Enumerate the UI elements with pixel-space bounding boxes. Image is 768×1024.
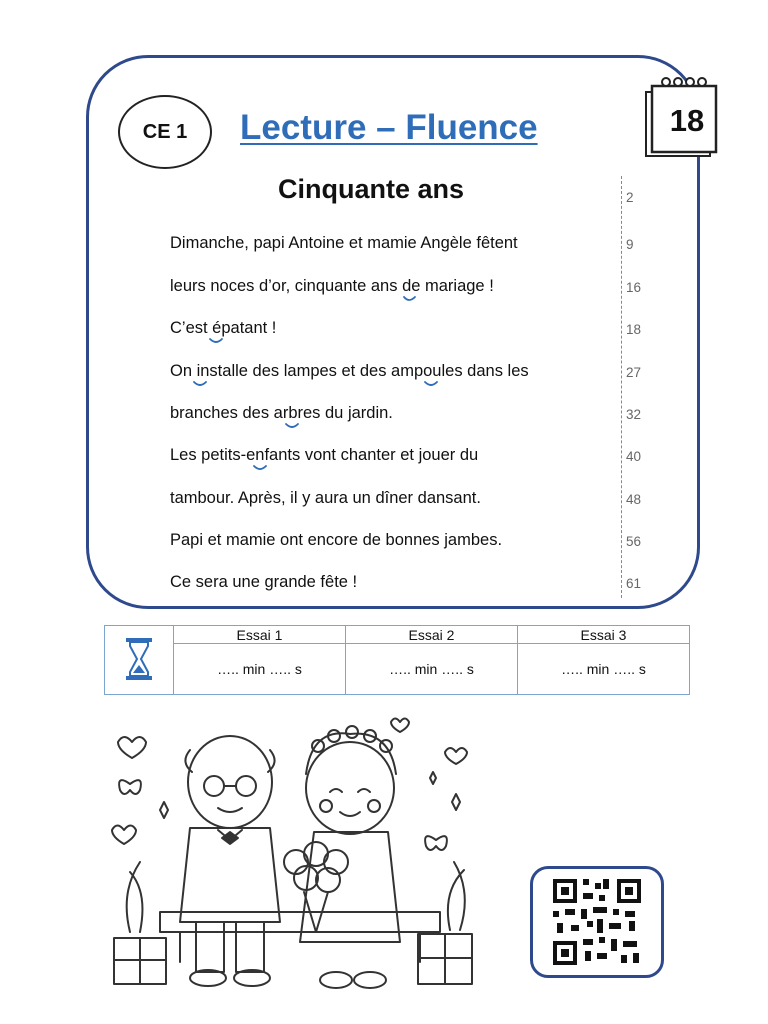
- text-line: Papi et mamie ont encore de bonnes jambes.: [170, 531, 503, 549]
- text-line: C’est épatant !: [170, 319, 277, 337]
- word-count: 56: [626, 534, 642, 549]
- timer-cell: [105, 626, 174, 695]
- word-count: 16: [626, 280, 642, 295]
- word-count: 2: [626, 190, 634, 205]
- text-line: leurs noces d’or, cinquante ans de mariage !: [170, 277, 494, 295]
- text-line: Ce sera une grande fête !: [170, 573, 358, 591]
- word-count: 40: [626, 449, 642, 464]
- word-count: 9: [626, 237, 634, 252]
- timing-table: [104, 625, 690, 695]
- word-count: 32: [626, 407, 642, 422]
- word-count: 61: [626, 576, 642, 591]
- text-line: Dimanche, papi Antoine et mamie Angèle fêtent: [170, 234, 518, 252]
- qr-code-frame[interactable]: [530, 866, 664, 978]
- qr-code-icon[interactable]: [533, 869, 661, 975]
- text-line: On installe des lampes et des ampoules dans les: [170, 362, 529, 380]
- page-title: Lecture – Fluence: [240, 108, 538, 147]
- trial-header: Essai 2: [346, 626, 518, 644]
- word-count: 18: [626, 322, 642, 337]
- trial-time[interactable]: ….. min ….. s: [518, 644, 690, 695]
- trial-time[interactable]: ….. min ….. s: [346, 644, 518, 695]
- text-line: Les petits-enfants vont chanter et jouer du: [170, 446, 479, 464]
- count-separator: [621, 176, 622, 598]
- grandparents-illustration: [100, 712, 500, 1008]
- text-title: Cinquante ans: [278, 174, 465, 204]
- hourglass-icon: [124, 636, 154, 682]
- sheet-number: 18: [669, 103, 705, 138]
- text-line: branches des arbres du jardin.: [170, 404, 393, 422]
- trial-time[interactable]: ….. min ….. s: [174, 644, 346, 695]
- word-count: 48: [626, 492, 642, 507]
- word-count: 27: [626, 365, 642, 380]
- trial-header: Essai 1: [174, 626, 346, 644]
- text-line: tambour. Après, il y aura un dîner dansant.: [170, 489, 481, 507]
- trial-header: Essai 3: [518, 626, 690, 644]
- level-badge: CE 1: [118, 95, 212, 169]
